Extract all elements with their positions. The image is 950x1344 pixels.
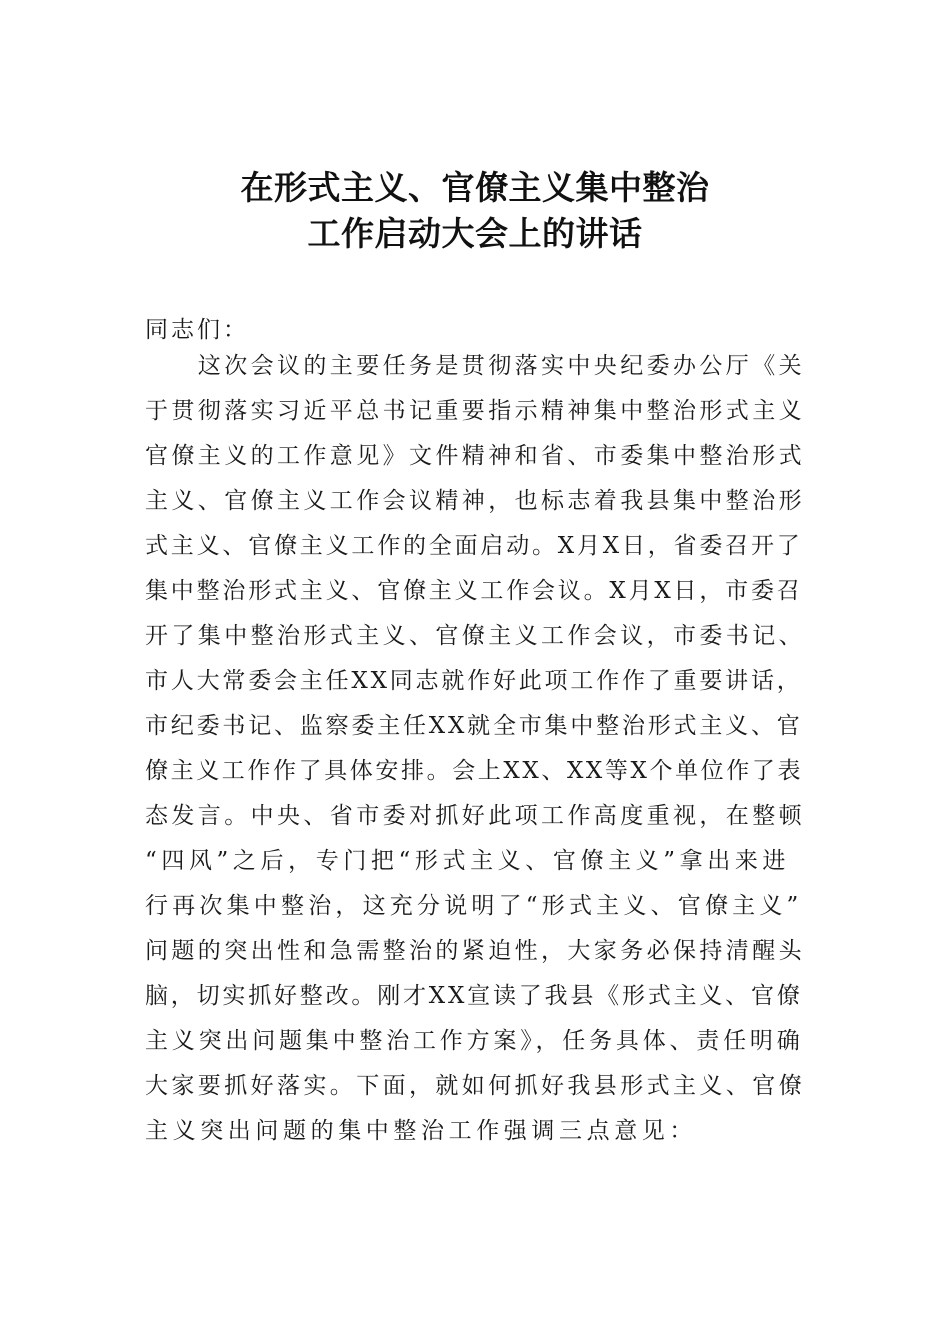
paragraph-line: 开了集中整治形式主义、官僚主义工作会议，市委书记、 xyxy=(145,623,805,649)
paragraph-line: “四风”之后，专门把“形式主义、官僚主义”拿出来进 xyxy=(145,848,791,874)
paragraph-line: 主义、官僚主义工作会议精神，也标志着我县集中整治形 xyxy=(145,488,805,514)
paragraph-line: 僚主义工作作了具体安排。会上XX、XX等X个单位作了表 xyxy=(145,758,804,784)
paragraph-line: 式主义、官僚主义工作的全面启动。X月X日，省委召开了 xyxy=(145,533,803,559)
greeting: 同志们： xyxy=(145,317,249,343)
paragraph-line: 主义突出问题的集中整治工作强调三点意见： xyxy=(145,1118,697,1144)
paragraph-line: 态发言。中央、省市委对抓好此项工作高度重视，在整顿 xyxy=(145,803,805,829)
document-title-line-1: 在形式主义、官僚主义集中整治 xyxy=(240,168,710,207)
paragraph-line: 主义突出问题集中整治工作方案》，任务具体、责任明确 xyxy=(145,1028,804,1054)
paragraph-line: 官僚主义的工作意见》文件精神和省、市委集中整治形式 xyxy=(145,443,805,469)
document-title-line-2: 工作启动大会上的讲话 xyxy=(307,214,643,253)
paragraph-line: 市纪委书记、监察委主任XX就全市集中整治形式主义、官 xyxy=(145,713,803,739)
paragraph-line: 大家要抓好落实。下面，就如何抓好我县形式主义、官僚 xyxy=(145,1073,805,1099)
paragraph-line: 集中整治形式主义、官僚主义工作会议。X月X日，市委召 xyxy=(145,578,803,604)
paragraph-line: 脑，切实抓好整改。刚才XX宣读了我县《形式主义、官僚 xyxy=(145,983,803,1009)
paragraph-line: 这次会议的主要任务是贯彻落实中央纪委办公厅《关 xyxy=(145,353,805,379)
paragraph-line: 市人大常委会主任XX同志就作好此项工作作了重要讲话， xyxy=(145,668,803,694)
paragraph-line: 问题的突出性和急需整治的紧迫性，大家务必保持清醒头 xyxy=(145,938,805,964)
paragraph-line: 于贯彻落实习近平总书记重要指示精神集中整治形式主义 xyxy=(145,398,805,424)
paragraph-line: 行再次集中整治，这充分说明了“形式主义、官僚主义” xyxy=(145,893,803,919)
